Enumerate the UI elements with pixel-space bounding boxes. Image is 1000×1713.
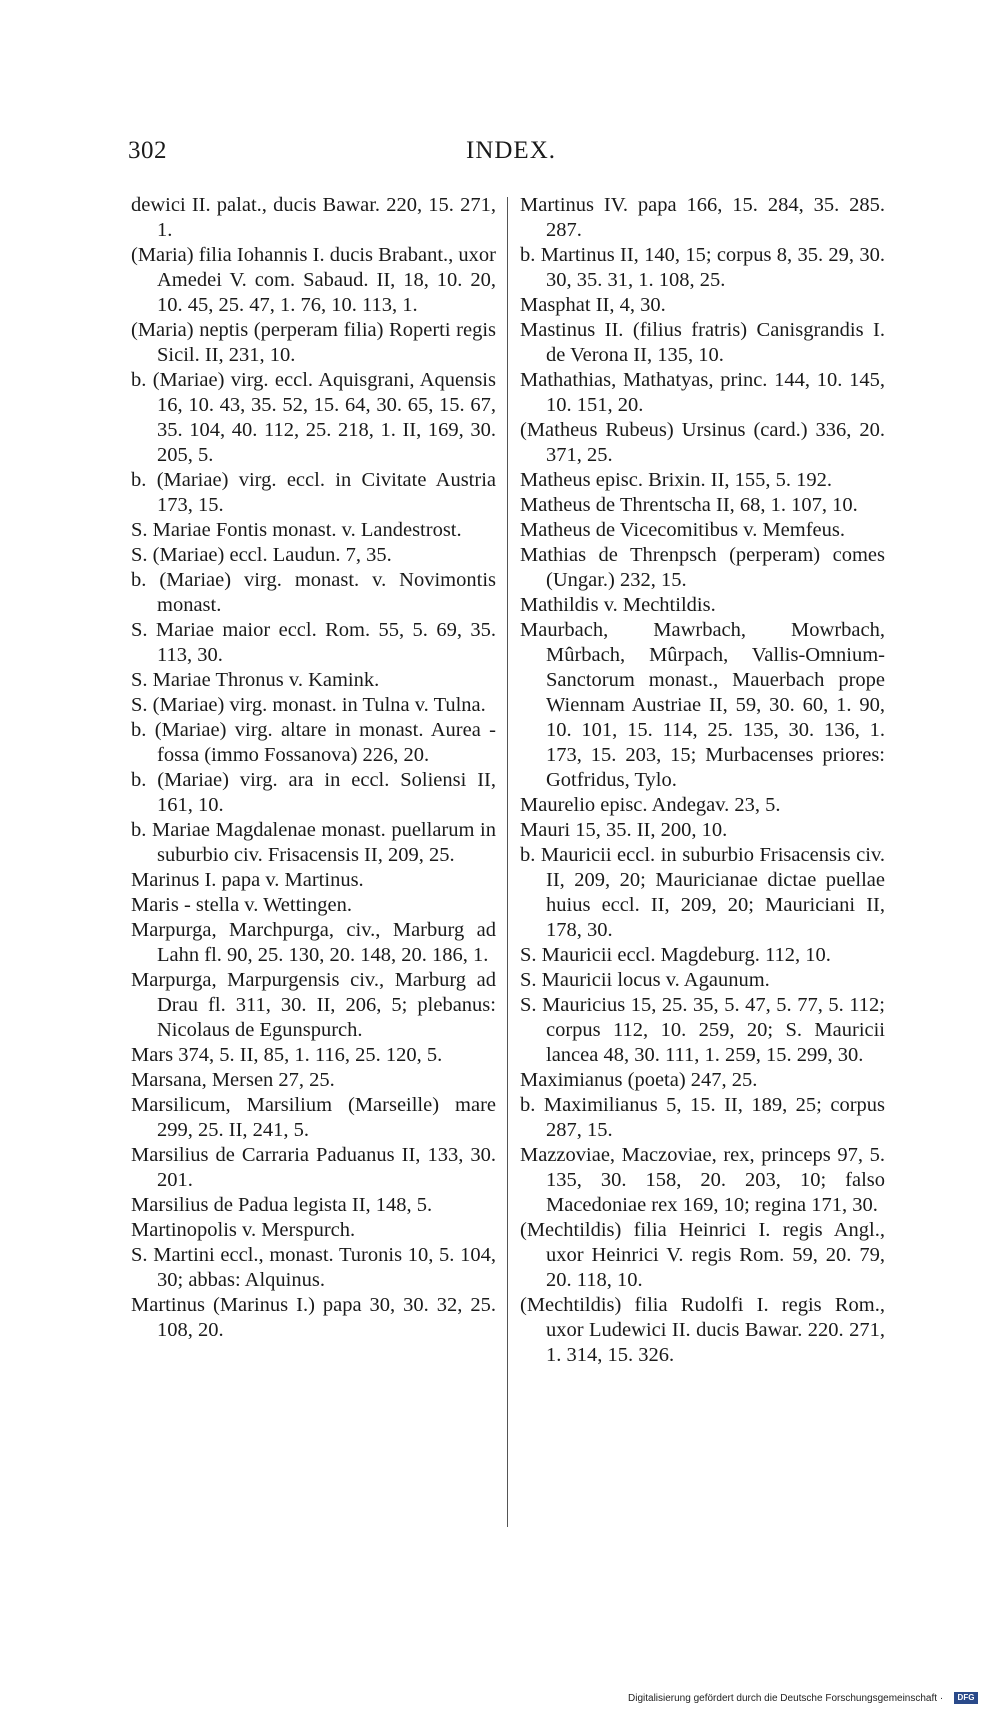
- index-entry: S. Mariae Fontis monast. v. Landestrost.: [131, 519, 462, 541]
- column-divider: [507, 197, 508, 1527]
- index-entry: b. Maximilianus 5, 15. II, 189, 25; corpus 287, 15.: [520, 1094, 885, 1141]
- digitization-credit: Digitalisierung gefördert durch die Deutsche Forschungsgemeinschaft ·: [628, 1693, 944, 1704]
- index-entry: Mathathias, Mathatyas, princ. 144, 10. 145, 10. 151, 20.: [520, 369, 885, 416]
- index-entry: Marsilius de Padua legista II, 148, 5.: [131, 1194, 433, 1216]
- index-entry: S. Mauricius 15, 25. 35, 5. 47, 5. 77, 5. 112; corpus 112, 10. 259, 20; S. Mauricii lancea 48, 30. 111, 1. 259, 15. 299, 30.: [520, 994, 885, 1066]
- index-entry: Mazzoviae, Maczoviae, rex, princeps 97, 5. 135, 30. 158, 20. 203, 10; falso Macedoniae rex 169, 10; regina 171, 30.: [520, 1144, 885, 1216]
- index-entry: Maurelio episc. Andegav. 23, 5.: [520, 794, 781, 816]
- index-entry: b. Mariae Magdalenae monast. puellarum in suburbio civ. Frisacensis II, 209, 25.: [131, 819, 496, 866]
- index-entry: Maximianus (poeta) 247, 25.: [520, 1069, 758, 1091]
- index-entry: b. Mauricii eccl. in suburbio Frisacensis civ. II, 209, 20; Mauricianae dictae puellae huius eccl. II, 209, 20; Mauriciani II, 178, 30.: [520, 844, 885, 941]
- index-entry: b. Martinus II, 140, 15; corpus 8, 35. 29, 30. 30, 35. 31, 1. 108, 25.: [520, 244, 885, 291]
- index-entry: Mauri 15, 35. II, 200, 10.: [520, 819, 728, 841]
- index-entry: b. (Mariae) virg. ara in eccl. Soliensi II, 161, 10.: [131, 769, 496, 816]
- index-entry: S. Mauricii locus v. Agaunum.: [520, 969, 770, 991]
- right-column: [520, 193, 885, 1368]
- index-entry: Martinus IV. papa 166, 15. 284, 35. 285. 287.: [520, 194, 885, 241]
- running-head: INDEX.: [466, 137, 557, 164]
- index-entry: Mastinus II. (filius fratris) Canisgrandis I. de Verona II, 135, 10.: [520, 319, 885, 366]
- index-entry: dewici II. palat., ducis Bawar. 220, 15. 271, 1.: [131, 194, 496, 241]
- index-entry: Mathias de Threnpsch (perperam) comes (Ungar.) 232, 15.: [520, 544, 885, 591]
- index-entry: S. Martini eccl., monast. Turonis 10, 5. 104, 30; abbas: Alquinus.: [131, 1244, 496, 1291]
- page-number: 302: [128, 137, 167, 164]
- index-entry: Matheus de Vicecomitibus v. Memfeus.: [520, 519, 845, 541]
- index-entry: S. Mauricii eccl. Magdeburg. 112, 10.: [520, 944, 831, 966]
- left-column: [131, 193, 496, 1343]
- index-entry: S. (Mariae) virg. monast. in Tulna v. Tulna.: [131, 694, 486, 716]
- dfg-logo: DFG: [954, 1692, 978, 1704]
- index-entry: Masphat II, 4, 30.: [520, 294, 666, 316]
- index-entry: Mathildis v. Mechtildis.: [520, 594, 716, 616]
- index-entry: b. (Mariae) virg. eccl. in Civitate Austria 173, 15.: [131, 469, 496, 516]
- index-entry: (Mechtildis) filia Heinrici I. regis Angl., uxor Heinrici V. regis Rom. 59, 20. 79, 20. 118, 10.: [520, 1219, 885, 1291]
- index-entry: (Mechtildis) filia Rudolfi I. regis Rom., uxor Ludewici II. ducis Bawar. 220. 271, 1. 314, 15. 326.: [520, 1294, 885, 1366]
- index-entry: (Maria) neptis (perperam filia) Roperti regis Sicil. II, 231, 10.: [131, 319, 496, 366]
- index-entry: Matheus de Threntscha II, 68, 1. 107, 10.: [520, 494, 858, 516]
- index-entry: Marsana, Mersen 27, 25.: [131, 1069, 335, 1091]
- index-entry: Maurbach, Mawrbach, Mowrbach, Mûrbach, Mûrpach, Vallis-Omnium-Sanctorum monast., Mauerbach prope Wiennam Austriae II, 59, 30. 60, 1. 90, 10. 101, 15. 114, 25. 135, 30. 136, 1. 173, 15. 203, 15; Murbacenses priores: Gotfridus, Tylo.: [520, 619, 885, 791]
- index-entry: (Maria) filia Iohannis I. ducis Brabant., uxor Amedei V. com. Sabaud. II, 18, 10. 20, 10. 45, 25. 47, 1. 76, 10. 113, 1.: [131, 244, 496, 316]
- index-entry: Marpurga, Marpurgensis civ., Marburg ad Drau fl. 311, 30. II, 206, 5; plebanus: Nicolaus de Egunspurch.: [131, 969, 496, 1041]
- index-entry: Marsilicum, Marsilium (Marseille) mare 299, 25. II, 241, 5.: [131, 1094, 496, 1141]
- index-entry: Martinus (Marinus I.) papa 30, 30. 32, 25. 108, 20.: [131, 1294, 496, 1341]
- index-entry: b. (Mariae) virg. altare in monast. Aurea - fossa (immo Fossanova) 226, 20.: [131, 719, 496, 766]
- index-entry: S. (Mariae) eccl. Laudun. 7, 35.: [131, 544, 392, 566]
- index-entry: Marinus I. papa v. Martinus.: [131, 869, 364, 891]
- index-entry: (Matheus Rubeus) Ursinus (card.) 336, 20. 371, 25.: [520, 419, 885, 466]
- index-entry: b. (Mariae) virg. monast. v. Novimontis monast.: [131, 569, 496, 616]
- index-entry: Mars 374, 5. II, 85, 1. 116, 25. 120, 5.: [131, 1044, 443, 1066]
- index-entry: Martinopolis v. Merspurch.: [131, 1219, 356, 1241]
- index-entry: Maris - stella v. Wettingen.: [131, 894, 352, 916]
- index-entry: Marpurga, Marchpurga, civ., Marburg ad Lahn fl. 90, 25. 130, 20. 148, 20. 186, 1.: [131, 919, 496, 966]
- index-entry: Marsilius de Carraria Paduanus II, 133, 30. 201.: [131, 1144, 496, 1191]
- index-entry: S. Mariae maior eccl. Rom. 55, 5. 69, 35. 113, 30.: [131, 619, 496, 666]
- index-entry: Matheus episc. Brixin. II, 155, 5. 192.: [520, 469, 833, 491]
- index-entry: b. (Mariae) virg. eccl. Aquisgrani, Aquensis 16, 10. 43, 35. 52, 15. 64, 30. 65, 15. 67, 35. 104, 40. 112, 25. 218, 1. II, 169, 30. 205, 5.: [131, 369, 496, 466]
- index-entry: S. Mariae Thronus v. Kamink.: [131, 669, 380, 691]
